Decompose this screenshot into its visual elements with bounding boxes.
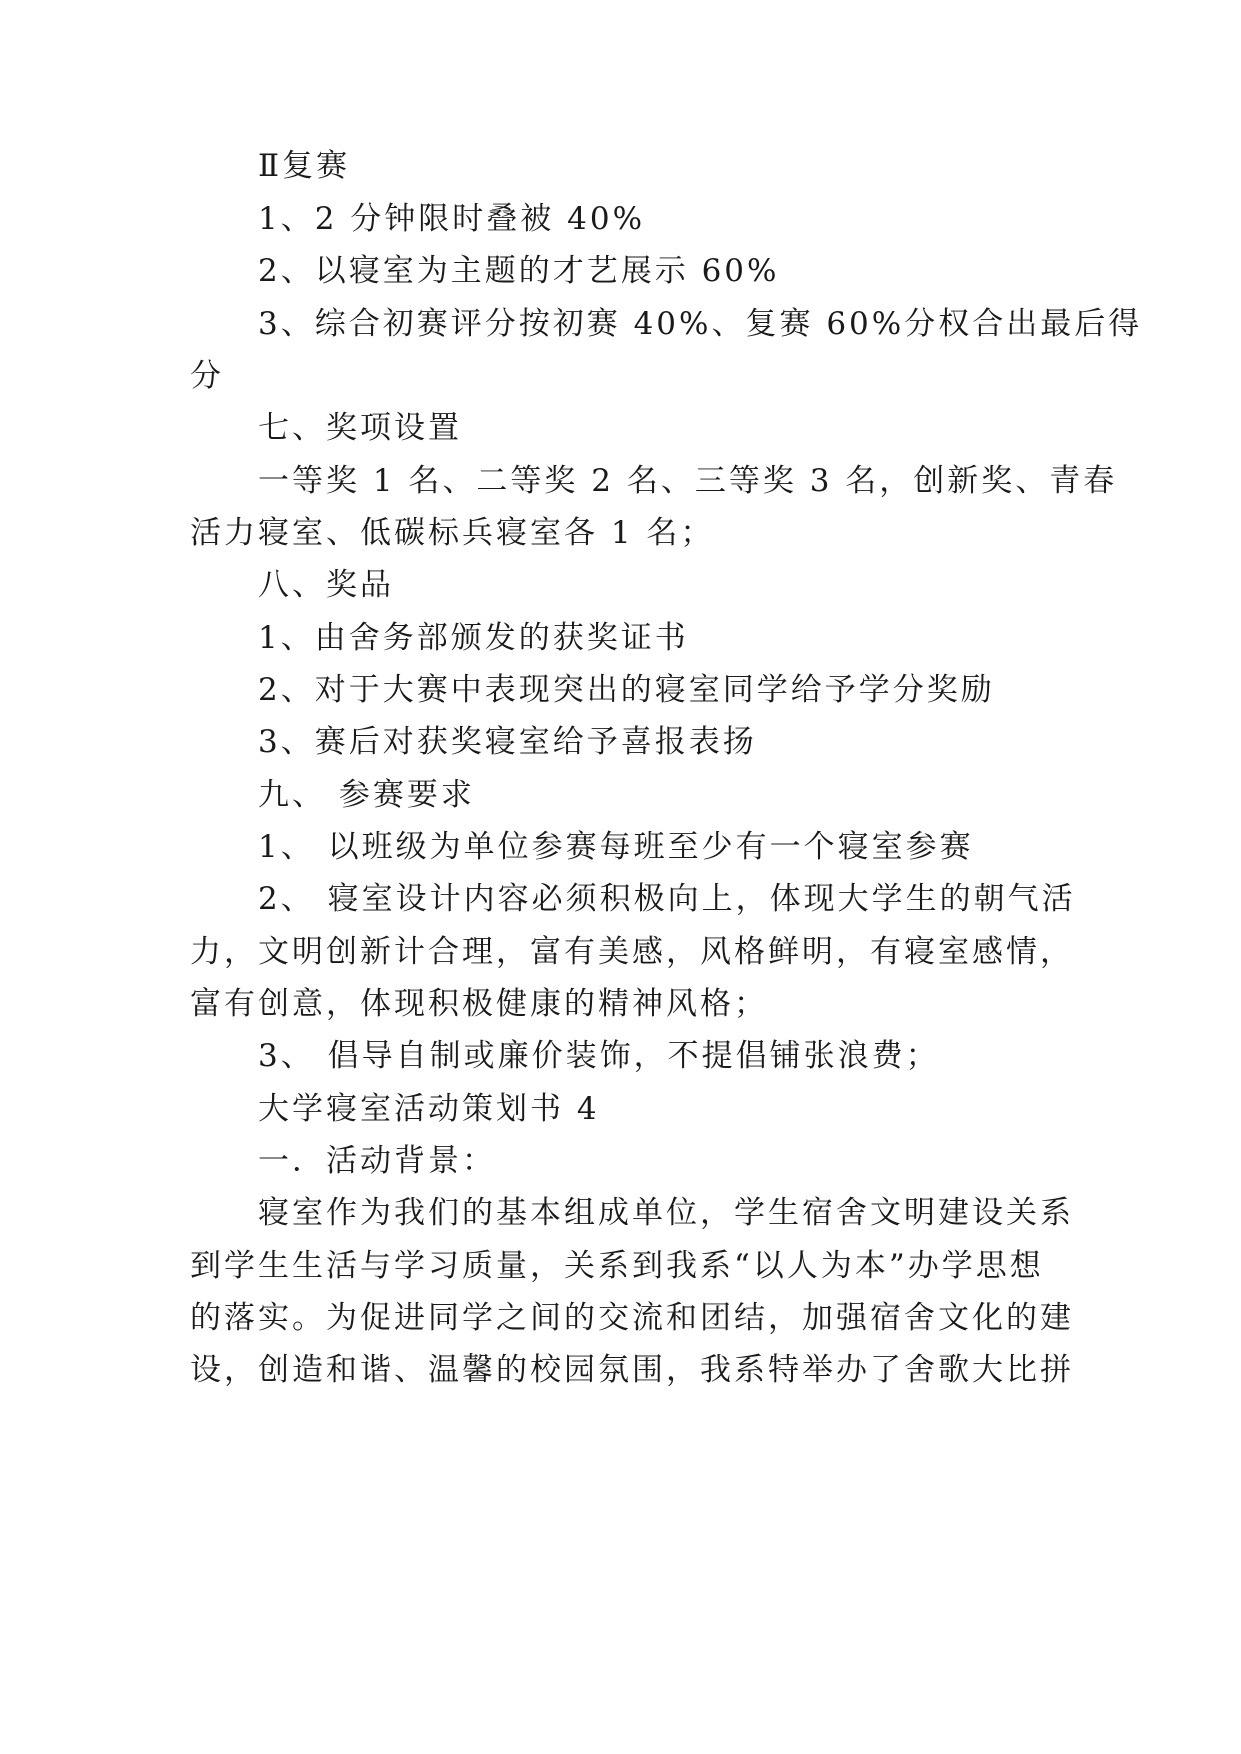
- paragraph-line: 到学生生活与学习质量，关系到我系“以人为本”办学思想: [190, 1248, 1044, 1284]
- paragraph-line: 1、由舍务部颁发的获奖证书: [258, 620, 689, 656]
- paragraph-line: 寝室作为我们的基本组成单位，学生宿舍文明建设关系: [258, 1195, 1074, 1231]
- heading-awards: 七、奖项设置: [258, 410, 462, 446]
- paragraph-line: 1、2 分钟限时叠被 40%: [258, 201, 646, 237]
- paragraph-line: 活力寝室、低碳标兵寝室各 1 名；: [190, 515, 715, 551]
- heading-semifinal: Ⅱ复赛: [258, 148, 351, 184]
- paragraph-line: 3、 倡导自制或廉价装饰，不提倡铺张浪费；: [258, 1038, 940, 1074]
- heading-requirements: 九、 参赛要求: [258, 777, 475, 813]
- paragraph-line: 2、 寝室设计内容必须积极向上，体现大学生的朝气活: [258, 881, 1076, 917]
- paragraph-line: 力，文明创新计合理，富有美感，风格鲜明，有寝室感情，: [190, 934, 1074, 970]
- paragraph-line: 3、赛后对获奖寝室给予喜报表扬: [258, 724, 757, 760]
- section-title: 大学寝室活动策划书 4: [258, 1091, 600, 1127]
- paragraph-line: 2、以寝室为主题的才艺展示 60%: [258, 253, 780, 289]
- paragraph-line: 设，创造和谐、温馨的校园氛围，我系特举办了舍歌大比拼: [190, 1352, 1074, 1388]
- paragraph-line: 3、综合初赛评分按初赛 40%、复赛 60%分权合出最后得: [258, 306, 1143, 342]
- paragraph-line: 富有创意，体现积极健康的精神风格；: [190, 986, 768, 1022]
- paragraph-line: 1、 以班级为单位参赛每班至少有一个寝室参赛: [258, 829, 974, 865]
- heading-background: 一．活动背景：: [258, 1143, 496, 1179]
- paragraph-line: 一等奖 1 名、二等奖 2 名、三等奖 3 名，创新奖、青春: [258, 463, 1118, 499]
- heading-prizes: 八、奖品: [258, 567, 394, 603]
- paragraph-line: 分: [190, 358, 224, 394]
- paragraph-line: 的落实。为促进同学之间的交流和团结，加强宿舍文化的建: [190, 1300, 1074, 1336]
- paragraph-line: 2、对于大赛中表现突出的寝室同学给予学分奖励: [258, 672, 995, 708]
